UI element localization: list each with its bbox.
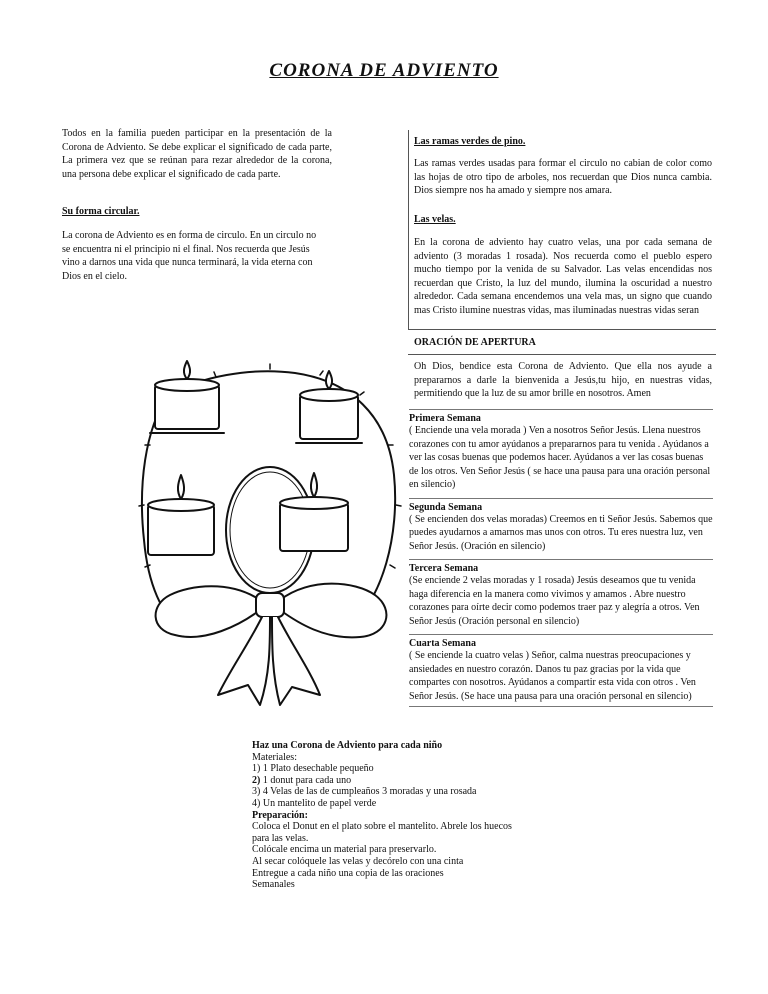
prep-line: Entregue a cada niño una copia de las oraciones bbox=[252, 867, 444, 879]
materials-label: Materiales: bbox=[252, 751, 297, 763]
week-title: Segunda Semana bbox=[409, 501, 483, 513]
circular-text: La corona de Adviento es en forma de circulo. En un circulo no se encuentra ni el principio ni el final. Nos recuerda que Jesús vino a darnos una vida que nunca terminará, la vida eterna con Dios en el cielo. bbox=[62, 230, 317, 282]
week-title: Primera Semana bbox=[409, 413, 481, 424]
prep-line: Colócale encima un material para preservarlo. bbox=[252, 844, 437, 856]
material-number: 4) bbox=[252, 797, 261, 809]
material-number: 1) bbox=[252, 763, 261, 775]
material-item bbox=[252, 786, 552, 798]
circular-heading: Su forma circular. bbox=[62, 206, 140, 217]
week-text: ( Se encienden dos velas moradas) Creemos en ti Señor Jesús. Sabemos que puedes ayudarnos a amarnos mas unos con otros. Tu eres nuestra luz, ven Señor Jesús. (Oración en silencio) bbox=[409, 513, 713, 552]
material-item bbox=[252, 798, 552, 810]
wreath-drawing bbox=[120, 355, 405, 715]
prep-line: Coloca el Donut en el plato sobre el mantelito. Abrele los huecos bbox=[252, 821, 512, 833]
material-text: 1 Plato desechable pequeño bbox=[262, 763, 374, 775]
ramas-heading: Las ramas verdes de pino. bbox=[414, 136, 526, 147]
weeks-list bbox=[409, 409, 713, 707]
week-block bbox=[409, 634, 713, 707]
bow-icon bbox=[156, 586, 260, 637]
velas-text: En la corona de adviento hay cuatro velas, una por cada semana de adviento (3 moradas 1 rosada). Nos recuerda como el pueblo espero mucho tiempo por la venida de su Salvador. Las velas encendidas nos recuerdan que Cristo, la luz del mundo, ilumina la oscuridad a nuestro alrededor. Cada semana encendemos una vela mas, un signo que cuando mas Cristo ilumine nuestras vidas, mas iluminadas nuestras vidas seran bbox=[414, 237, 712, 316]
page-title: CORONA DE ADVIENTO bbox=[269, 60, 499, 81]
week-block bbox=[409, 498, 713, 554]
ramas-text: Las ramas verdes usadas para formar el circulo no cabian de color como las hojas de otro tipo de arboles, nos recuerdan que Dios nunca cambia. Dios siempre nos ha amado y siempre nos amara. bbox=[414, 158, 712, 196]
oracion-text: Oh Dios, bendice esta Corona de Adviento. Que ella nos ayude a prepararnos a darle la bienvenida a Jesús,tu hijo, en nuestras vidas, permitiendo que la luz de su amor brille en nosotros. Amen bbox=[414, 361, 712, 399]
material-number: 2) bbox=[252, 774, 261, 786]
intro-paragraph: Todos en la familia pueden participar en la presentación de la Corona de Adviento. Se debe explicar el significado de cada parte, La primera vez que se reúnan para rezar alrededor de la corona, una persona debe explicar el significado de cada parte. bbox=[62, 128, 332, 180]
velas-heading: Las velas. bbox=[414, 214, 456, 225]
divider-line bbox=[408, 354, 716, 355]
material-item bbox=[252, 775, 552, 787]
week-title: Cuarta Semana bbox=[409, 638, 476, 649]
week-text: (Se enciende 2 velas moradas y 1 rosada) Jesús deseamos que tu venida haga diferencia en la manera como vivimos y amamos . Abre nuestro corazones para oírte decir como podemos traer paz y alegría a otros. Ven Señor Jesús (Oración personal en silencio) bbox=[409, 575, 700, 627]
craft-heading: Haz una Corona de Adviento para cada niño bbox=[252, 740, 443, 751]
material-text: Un mantelito de papel verde bbox=[262, 797, 377, 809]
divider-line bbox=[408, 329, 716, 330]
week-text: ( Se enciende la cuatro velas ) Señor, calma nuestras preocupaciones y ansiedades en nuestro corazón. Danos tu paz gracias por la vida que compartes con nosotros. Ayúdanos a compartir esta vida con otros . Ven Señor Jesús. (Se hace una pausa para una oración personal en silencio) bbox=[409, 650, 696, 702]
candle-icon bbox=[148, 505, 214, 555]
column-border bbox=[408, 130, 409, 330]
material-text: 4 Velas de las de cumpleaños 3 moradas y una rosada bbox=[262, 786, 477, 798]
week-block bbox=[409, 409, 713, 492]
prep-line: Al secar colóquele las velas y decórelo con una cinta bbox=[252, 855, 464, 867]
prep-line: para las velas. bbox=[252, 832, 309, 844]
oracion-heading: ORACIÓN DE APERTURA bbox=[414, 337, 536, 348]
week-block bbox=[409, 559, 713, 628]
material-item bbox=[252, 763, 552, 775]
prep-line: Semanales bbox=[252, 879, 295, 891]
candle-icon bbox=[280, 503, 348, 551]
material-text: 1 donut para cada uno bbox=[262, 774, 352, 786]
material-number: 3) bbox=[252, 786, 261, 798]
prep-label: Preparación: bbox=[252, 809, 308, 821]
week-text: ( Enciende una vela morada ) Ven a nosotros Señor Jesús. Llena nuestros corazones con tu amor ayúdanos a prepararnos para tu venida . Ayúdanos a ver las cosas buenas que podemos hacer. Ayúdanos a ver las cosas buenas de los otros. Ven Señor Jesús ( se hace una pausa para una oración personal en silencio) bbox=[409, 425, 711, 490]
craft-section bbox=[252, 740, 552, 891]
week-title: Tercera Semana bbox=[409, 563, 479, 574]
